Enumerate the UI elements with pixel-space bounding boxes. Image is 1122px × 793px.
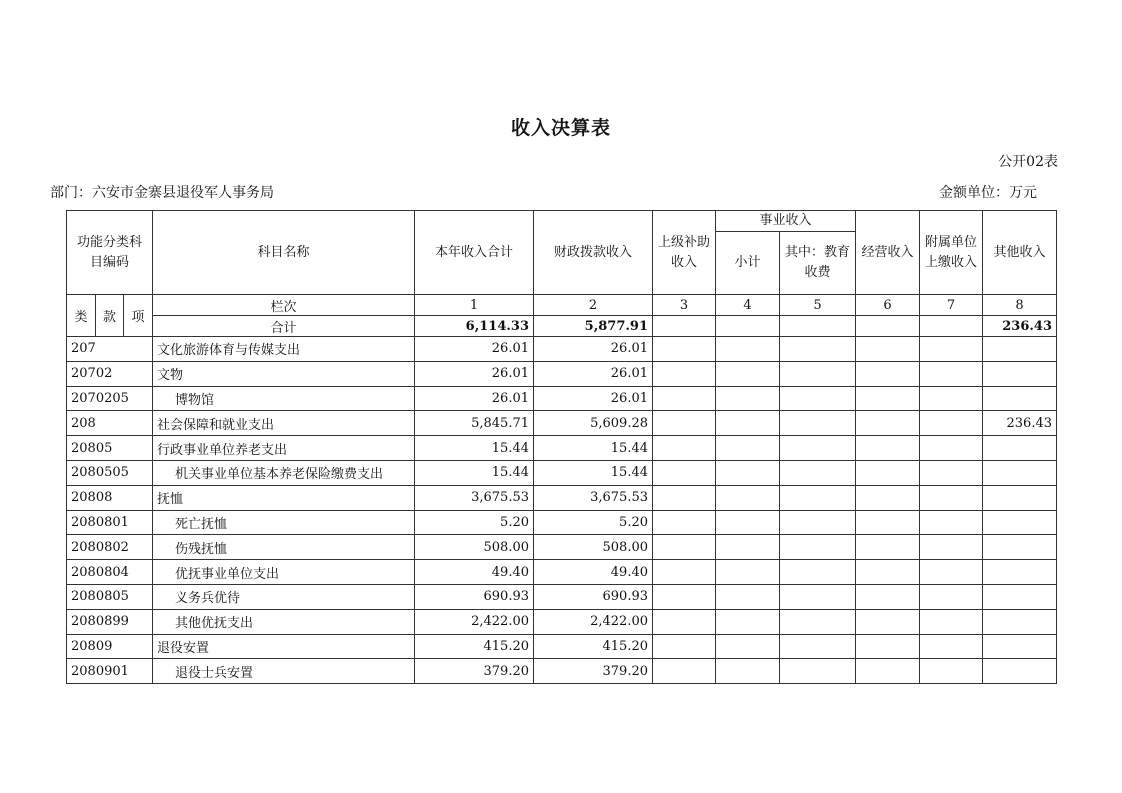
empty-cell [653,337,716,362]
row-subject-name: 伤残抚恤 [153,535,415,560]
empty-cell [856,510,920,535]
empty-cell [653,316,716,337]
row-total-income: 15.44 [415,460,534,485]
row-other [983,337,1057,362]
col-num: 3 [653,295,716,316]
row-code: 208 [67,411,153,436]
row-other [983,535,1057,560]
income-statement-table [66,210,1057,684]
row-other [983,634,1057,659]
row-code: 2080801 [67,510,153,535]
table-row [67,560,1057,585]
col-num: 4 [716,295,780,316]
empty-cell [780,609,856,634]
page-title: 收入决算表 [510,117,611,139]
header-other: 其他收入 [983,211,1057,295]
row-total-income: 15.44 [415,436,534,461]
row-subject-name: 死亡抚恤 [153,510,415,535]
table-row [67,510,1057,535]
header-operating: 经营收入 [856,211,920,295]
empty-cell [653,535,716,560]
empty-cell [653,609,716,634]
row-subject-name: 退役安置 [153,634,415,659]
row-total-income: 5,845.71 [415,411,534,436]
empty-cell [780,584,856,609]
row-subject-name: 优抚事业单位支出 [153,560,415,585]
empty-cell [856,485,920,510]
row-subject-name: 抚恤 [153,485,415,510]
row-fiscal: 415.20 [534,634,653,659]
row-total-income: 2,422.00 [415,609,534,634]
total-income-value: 6,114.33 [415,316,534,337]
empty-cell [716,337,780,362]
row-other [983,510,1057,535]
table-row [67,535,1057,560]
empty-cell [716,361,780,386]
row-other [983,485,1057,510]
header-total-income: 本年收入合计 [415,211,534,295]
empty-cell [856,659,920,684]
empty-cell [653,361,716,386]
empty-cell [920,485,983,510]
row-other [983,560,1057,585]
empty-cell [780,361,856,386]
empty-cell [856,386,920,411]
row-code: 2080802 [67,535,153,560]
empty-cell [856,560,920,585]
empty-cell [716,316,780,337]
empty-cell [716,510,780,535]
empty-cell [856,411,920,436]
row-code: 20808 [67,485,153,510]
empty-cell [780,436,856,461]
amount-unit-label: 金额单位：万元 [939,185,1037,201]
header-subtotal: 小计 [716,232,780,295]
table-row [67,411,1057,436]
empty-cell [780,659,856,684]
header-subject-name: 科目名称 [153,211,415,295]
empty-cell [920,560,983,585]
table-row [67,659,1057,684]
empty-cell [653,584,716,609]
empty-cell [716,535,780,560]
col-num: 2 [534,295,653,316]
row-fiscal: 379.20 [534,659,653,684]
table-row [67,634,1057,659]
row-code: 2080805 [67,584,153,609]
empty-cell [780,460,856,485]
col-num: 6 [856,295,920,316]
total-other-value: 236.43 [983,316,1057,337]
empty-cell [856,460,920,485]
empty-cell [780,485,856,510]
row-total-income: 690.93 [415,584,534,609]
empty-cell [920,584,983,609]
empty-cell [856,584,920,609]
row-subject-name: 其他优抚支出 [153,609,415,634]
empty-cell [653,485,716,510]
empty-cell [716,609,780,634]
row-total-income: 26.01 [415,386,534,411]
header-xiang: 项 [124,295,153,337]
row-code: 207 [67,337,153,362]
empty-cell [920,609,983,634]
empty-cell [856,337,920,362]
empty-cell [653,510,716,535]
empty-cell [716,584,780,609]
table-row [67,361,1057,386]
header-superior-subsidy: 上级补助收入 [653,211,716,295]
row-fiscal: 26.01 [534,386,653,411]
row-subject-name: 机关事业单位基本养老保险缴费支出 [153,460,415,485]
empty-cell [920,634,983,659]
empty-cell [920,411,983,436]
empty-cell [856,436,920,461]
empty-cell [920,361,983,386]
row-total-income: 26.01 [415,361,534,386]
row-total-income: 5.20 [415,510,534,535]
header-fiscal: 财政拨款收入 [534,211,653,295]
department-label: 部门：六安市金寨县退役军人事务局 [50,185,274,201]
empty-cell [716,485,780,510]
empty-cell [653,411,716,436]
row-total-income: 379.20 [415,659,534,684]
row-code: 2070205 [67,386,153,411]
row-code: 20809 [67,634,153,659]
header-business-income: 事业收入 [716,211,856,232]
header-func-code: 功能分类科目编码 [67,211,153,295]
row-subject-name: 博物馆 [153,386,415,411]
row-subject-name: 义务兵优待 [153,584,415,609]
table-row [67,460,1057,485]
row-fiscal: 508.00 [534,535,653,560]
table-row [67,386,1057,411]
header-lanci: 栏次 [153,295,415,316]
row-subject-name: 文化旅游体育与传媒支出 [153,337,415,362]
row-fiscal: 5.20 [534,510,653,535]
row-other [983,436,1057,461]
row-fiscal: 26.01 [534,337,653,362]
empty-cell [716,560,780,585]
row-total-income: 3,675.53 [415,485,534,510]
row-fiscal: 26.01 [534,361,653,386]
col-num: 1 [415,295,534,316]
col-num: 5 [780,295,856,316]
table-row [67,436,1057,461]
empty-cell [653,634,716,659]
row-fiscal: 2,422.00 [534,609,653,634]
total-label: 合计 [153,316,415,337]
row-other [983,659,1057,684]
empty-cell [856,316,920,337]
row-subject-name: 社会保障和就业支出 [153,411,415,436]
header-lei: 类 [67,295,96,337]
empty-cell [653,659,716,684]
empty-cell [920,316,983,337]
col-num: 7 [920,295,983,316]
empty-cell [856,609,920,634]
table-row [67,584,1057,609]
row-code: 2080505 [67,460,153,485]
table-row [67,609,1057,634]
empty-cell [716,411,780,436]
row-other [983,584,1057,609]
row-code: 20702 [67,361,153,386]
empty-cell [653,460,716,485]
row-other [983,609,1057,634]
row-fiscal: 690.93 [534,584,653,609]
empty-cell [920,386,983,411]
row-other: 236.43 [983,411,1057,436]
empty-cell [653,386,716,411]
empty-cell [780,535,856,560]
table-row [67,485,1057,510]
empty-cell [653,436,716,461]
total-fiscal-value: 5,877.91 [534,316,653,337]
empty-cell [856,535,920,560]
empty-cell [716,436,780,461]
empty-cell [716,386,780,411]
header-affiliated: 附属单位上缴收入 [920,211,983,295]
row-fiscal: 5,609.28 [534,411,653,436]
row-total-income: 415.20 [415,634,534,659]
row-code: 20805 [67,436,153,461]
empty-cell [920,337,983,362]
empty-cell [920,460,983,485]
empty-cell [780,634,856,659]
row-subject-name: 行政事业单位养老支出 [153,436,415,461]
empty-cell [780,510,856,535]
empty-cell [920,436,983,461]
header-edu-fee: 其中：教育收费 [780,232,856,295]
empty-cell [716,460,780,485]
empty-cell [856,361,920,386]
row-code: 2080901 [67,659,153,684]
empty-cell [920,659,983,684]
row-other [983,460,1057,485]
empty-cell [716,634,780,659]
empty-cell [780,560,856,585]
row-total-income: 49.40 [415,560,534,585]
row-fiscal: 15.44 [534,460,653,485]
empty-cell [780,316,856,337]
empty-cell [920,510,983,535]
row-code: 2080804 [67,560,153,585]
col-num: 8 [983,295,1057,316]
form-number: 公开02表 [998,154,1058,170]
row-fiscal: 49.40 [534,560,653,585]
empty-cell [780,337,856,362]
table-row [67,337,1057,362]
row-total-income: 508.00 [415,535,534,560]
empty-cell [716,659,780,684]
empty-cell [856,634,920,659]
row-total-income: 26.01 [415,337,534,362]
empty-cell [780,411,856,436]
row-other [983,361,1057,386]
row-subject-name: 退役士兵安置 [153,659,415,684]
row-fiscal: 3,675.53 [534,485,653,510]
empty-cell [653,560,716,585]
empty-cell [920,535,983,560]
row-fiscal: 15.44 [534,436,653,461]
empty-cell [780,386,856,411]
row-other [983,386,1057,411]
header-kuan: 款 [96,295,124,337]
row-code: 2080899 [67,609,153,634]
row-subject-name: 文物 [153,361,415,386]
